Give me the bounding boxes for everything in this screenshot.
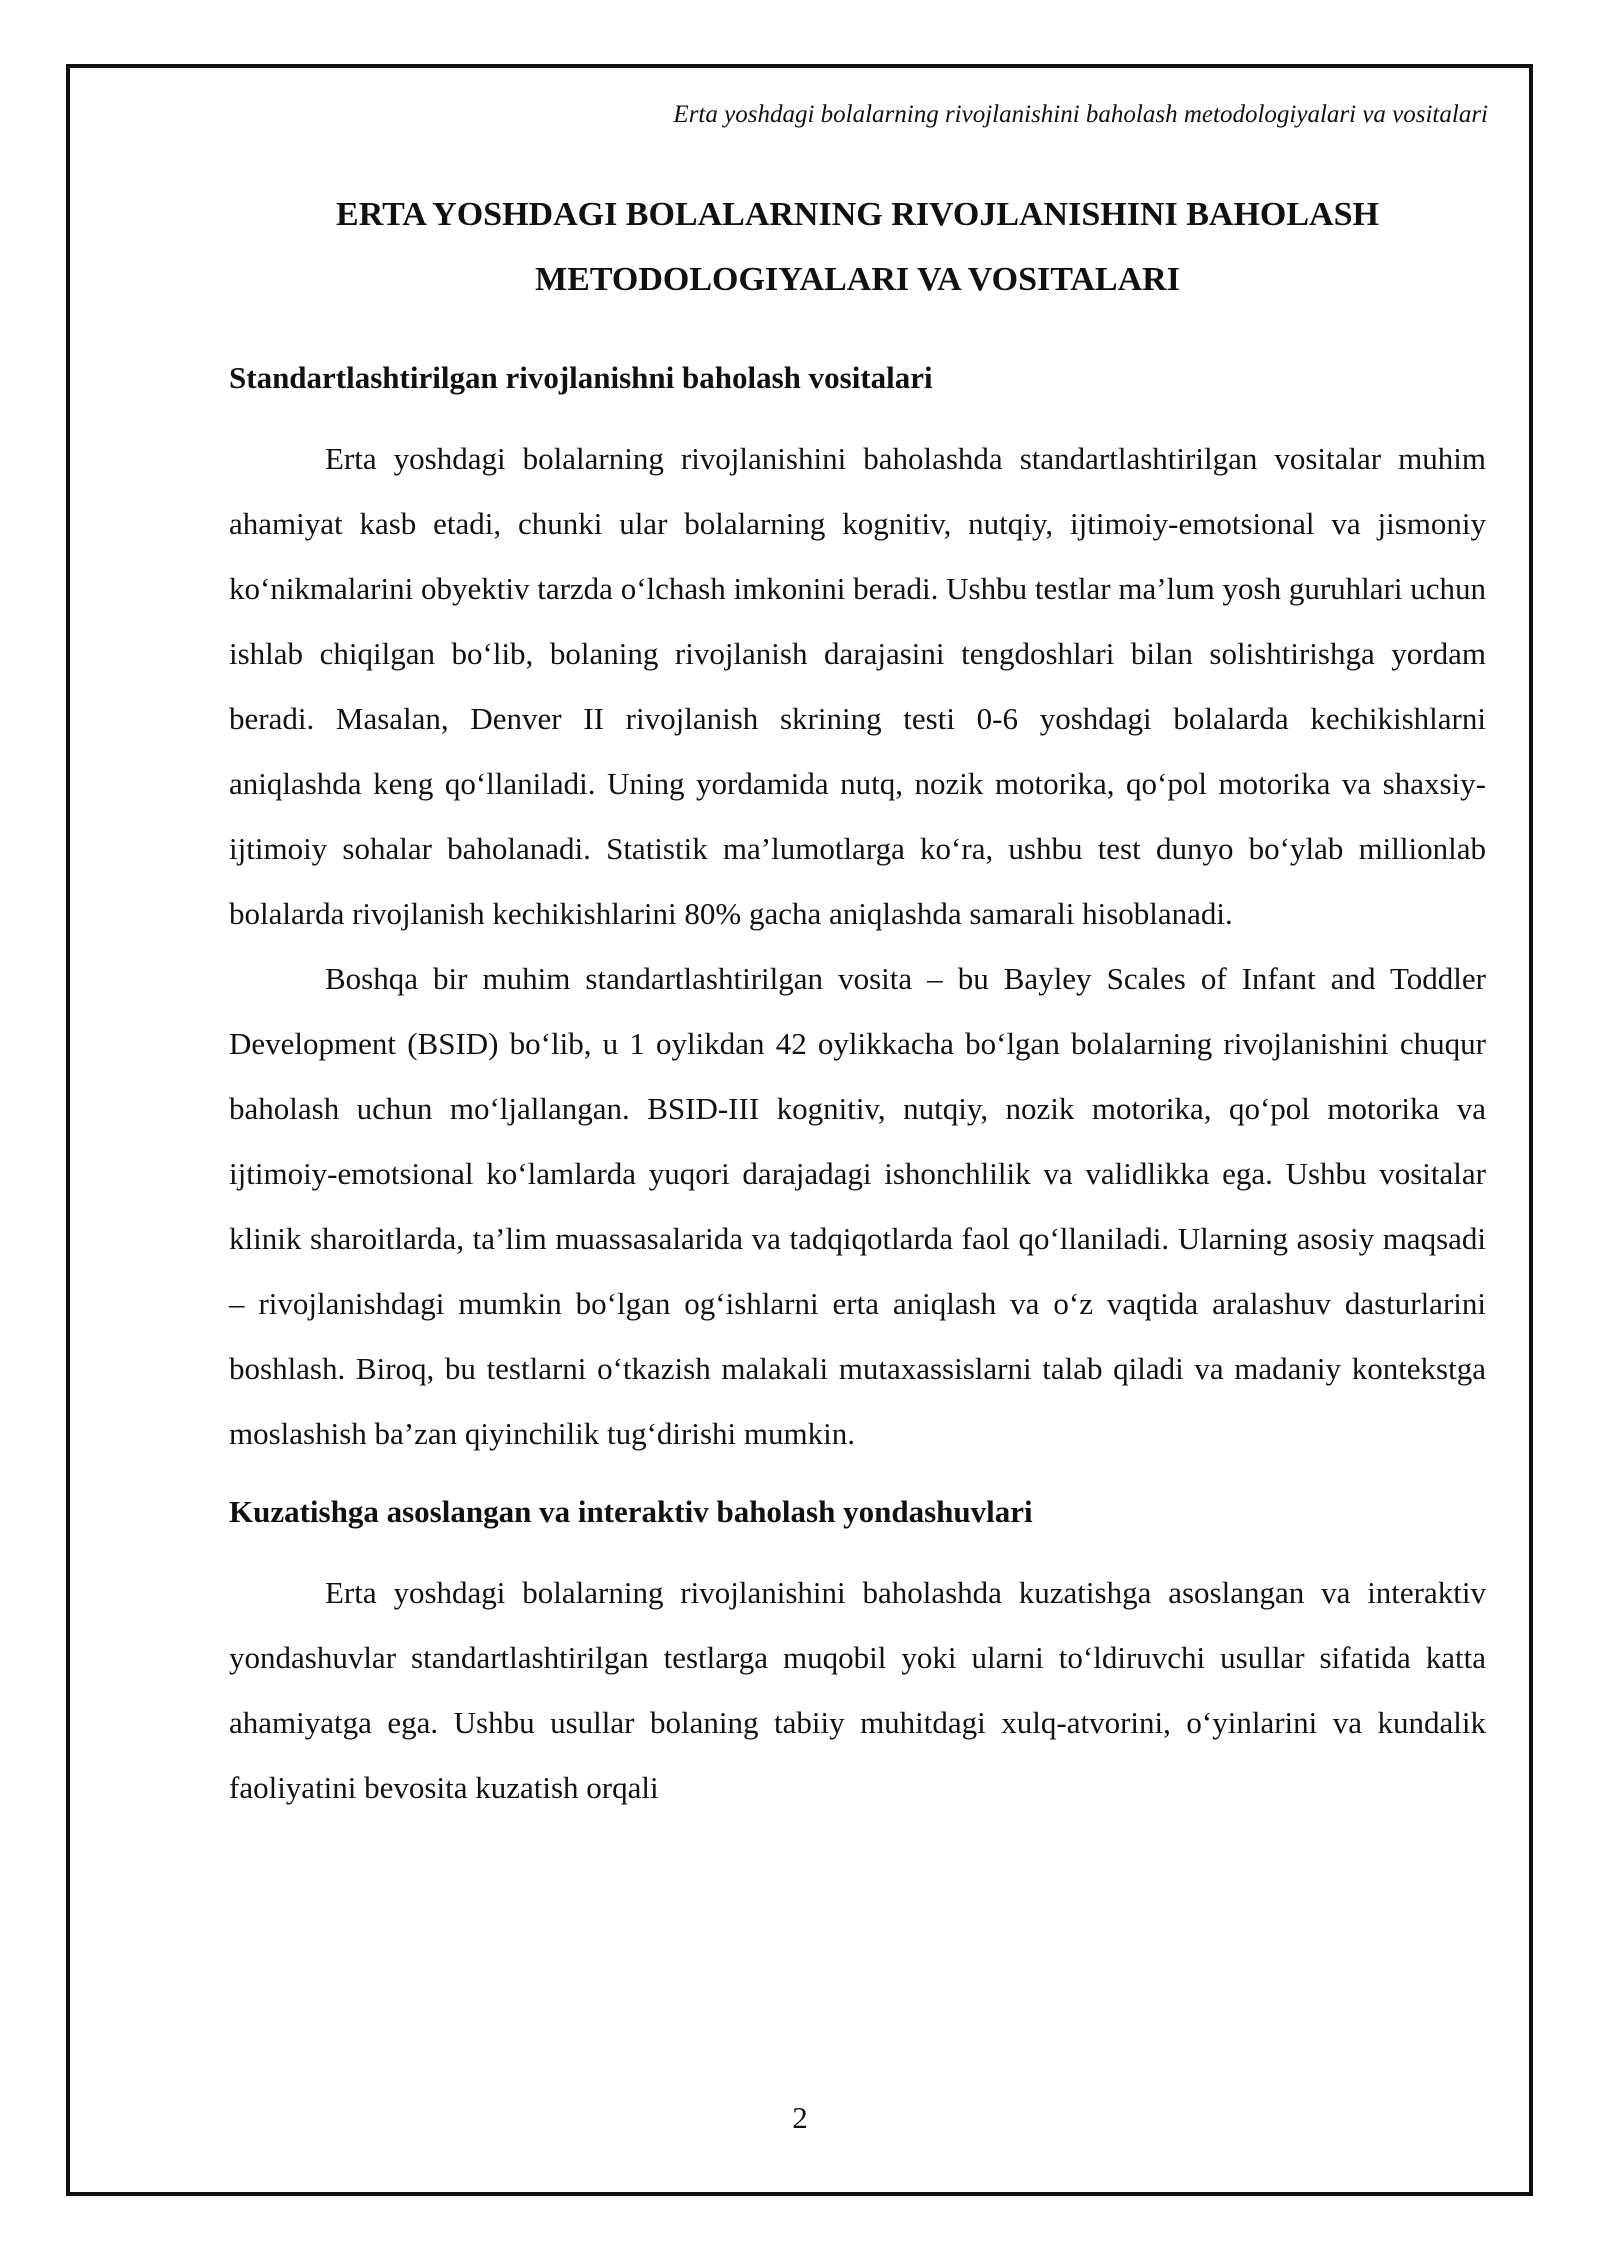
paragraph: Erta yoshdagi bolalarning rivojlanishini baholashda kuzatishga asoslangan va interaktiv yondashuvlar standartlashtirilgan testlarga muqobil yoki ularni to‘ldiruvchi usullar sifatida katta ahamiyatga ega. Ushbu usullar bolaning tabiiy muhitdagi xulq-atvorini, o‘yinlarini va kundalik faoliyatini bevosita kuzatish orqali — [229, 1575, 1486, 1805]
document-title — [229, 182, 1486, 312]
document-body — [229, 182, 1486, 1820]
paragraph: Boshqa bir muhim standartlashtirilgan vosita – bu Bayley Scales of Infant and Toddler Development (BSID) bo‘lib, u 1 oylikdan 42 oylikkacha bo‘lgan bolalarning rivojlanishini chuqur baholash uchun mo‘ljallangan. BSID-III kognitiv, nutqiy, nozik motorika, qo‘pol motorika va ijtimoiy-emotsional ko‘lamlarda yuqori darajadagi ishonchlilik va validlikka ega. Ushbu vositalar klinik sharoitlarda, ta’lim muassasalarida va tadqiqotlarda faol qo‘llaniladi. Ularning asosiy maqsadi – rivojlanishdagi mumkin bo‘lgan og‘ishlarni erta aniqlash va o‘z vaqtida aralashuv dasturlarini boshlash. Biroq, bu testlarni o‘tkazish malakali mutaxassislarni talab qiladi va madaniy kontekstga moslashish ba’zan qiyinchilik tug‘dirishi mumkin. — [229, 961, 1486, 1451]
running-header: Erta yoshdagi bolalarning rivojlanishini baholash metodologiyalari va vositalari — [673, 101, 1488, 128]
document-title-line-1: ERTA YOSHDAGI BOLALARNING RIVOJLANISHINI BAHOLASH — [336, 196, 1379, 233]
page-number: 2 — [792, 2100, 808, 2135]
document-title-line-2: METODOLOGIYALARI VA VOSITALARI — [535, 261, 1180, 298]
section-heading-standardized-tools: Standartlashtirilgan rivojlanishni baholash vositalari — [229, 360, 933, 395]
paragraph: Erta yoshdagi bolalarning rivojlanishini baholashda standartlashtirilgan vositalar muhim ahamiyat kasb etadi, chunki ular bolalarning kognitiv, nutqiy, ijtimoiy-emotsional va jismoniy ko‘nikmalarini obyektiv tarzda o‘lchash imkonini beradi. Ushbu testlar ma’lum yosh guruhlari uchun ishlab chiqilgan bo‘lib, bolaning rivojlanish darajasini tengdoshlari bilan solishtirishga yordam beradi. Masalan, Denver II rivojlanish skrining testi 0-6 yoshdagi bolalarda kechikishlarni aniqlashda keng qo‘llaniladi. Uning yordamida nutq, nozik motorika, qo‘pol motorika va shaxsiy-ijtimoiy sohalar baholanadi. Statistik ma’lumotlarga ko‘ra, ushbu test dunyo bo‘ylab millionlab bolalarda rivojlanish kechikishlarini 80% gacha aniqlashda samarali hisoblanadi. — [229, 441, 1486, 931]
section-heading-observation-approaches: Kuzatishga asoslangan va interaktiv baholash yondashuvlari — [229, 1494, 1033, 1529]
